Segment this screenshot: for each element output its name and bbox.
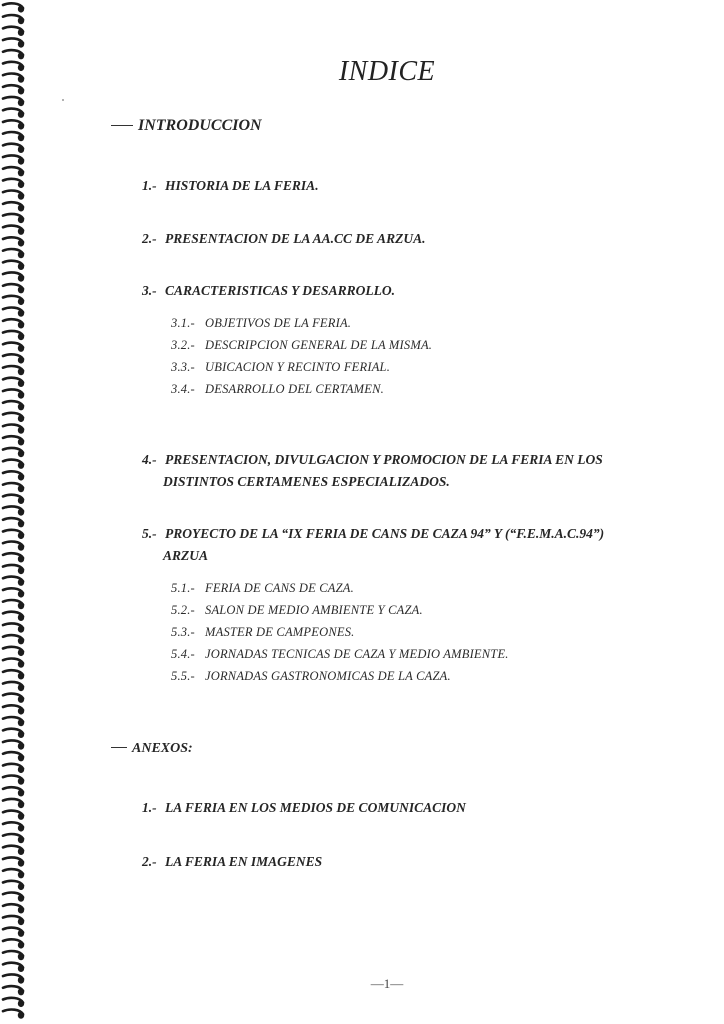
dash-bullet: [111, 125, 133, 126]
toc-item-text: PROYECTO DE LA “IX FERIA DE CANS DE CAZA 94” Y (“F.E.M.A.C.94”): [165, 526, 605, 541]
section-heading: INTRODUCCION: [138, 117, 262, 134]
toc-item-text: PRESENTACION DE LA AA.CC DE ARZUA.: [165, 231, 426, 246]
toc-subitem-5-1: 5.1.- FERIA DE CANS DE CAZA.: [171, 581, 354, 595]
scan-speck: [62, 99, 64, 101]
anexo-item-2: 2.- LA FERIA EN IMAGENES: [142, 854, 323, 869]
dash-bullet: [111, 747, 127, 748]
toc-subitem-3-1: 3.1.- OBJETIVOS DE LA FERIA.: [171, 316, 352, 330]
toc-item-text-cont: DISTINTOS CERTAMENES ESPECIALIZADOS.: [163, 474, 450, 489]
section-heading: ANEXOS:: [132, 741, 193, 756]
toc-item-text-cont: ARZUA: [163, 548, 209, 563]
toc-item-4: 4.- PRESENTACION, DIVULGACION Y PROMOCION DE LA FERIA EN LOS DISTINTOS CERTAMENES ESPECIALIZADOS.: [142, 449, 672, 493]
toc-item-3: 3.- CARACTERISTICAS Y DESARROLLO.: [142, 283, 395, 298]
toc-subitem-3-3: 3.3.- UBICACION Y RECINTO FERIAL.: [171, 360, 391, 374]
page-title: INDICE: [338, 56, 436, 87]
toc-item-text: LA FERIA EN IMAGENES: [165, 854, 323, 869]
toc-subitem-5-4: 5.4.- JORNADAS TECNICAS DE CAZA Y MEDIO AMBIENTE.: [171, 647, 509, 661]
toc-item-text: PRESENTACION, DIVULGACION Y PROMOCION DE LA FERIA EN LOS: [165, 452, 603, 467]
toc-subitem-5-2: 5.2.- SALON DE MEDIO AMBIENTE Y CAZA.: [171, 603, 423, 617]
page-number: —1—: [370, 976, 404, 991]
toc-subitem-5-3: 5.3.- MASTER DE CAMPEONES.: [171, 625, 355, 639]
section-anexos: [111, 741, 193, 757]
toc-subitem-5-5: 5.5.- JORNADAS GASTRONOMICAS DE LA CAZA.: [171, 669, 451, 683]
toc-item-1: 1.- HISTORIA DE LA FERIA.: [142, 178, 319, 193]
toc-item-text: CARACTERISTICAS Y DESARROLLO.: [165, 283, 395, 298]
toc-item-2: 2.- PRESENTACION DE LA AA.CC DE ARZUA.: [142, 231, 426, 246]
anexo-item-1: 1.- LA FERIA EN LOS MEDIOS DE COMUNICACION: [142, 800, 466, 815]
toc-item-text: HISTORIA DE LA FERIA.: [165, 178, 319, 193]
toc-item-text: LA FERIA EN LOS MEDIOS DE COMUNICACION: [165, 800, 466, 815]
toc-subitem-3-2: 3.2.- DESCRIPCION GENERAL DE LA MISMA.: [171, 338, 433, 352]
toc-item-5: 5.- PROYECTO DE LA “IX FERIA DE CANS DE CAZA 94” Y (“F.E.M.A.C.94”) ARZUA: [142, 523, 672, 567]
section-introduccion: [111, 117, 262, 135]
toc-subitem-3-4: 3.4.- DESARROLLO DEL CERTAMEN.: [171, 382, 384, 396]
